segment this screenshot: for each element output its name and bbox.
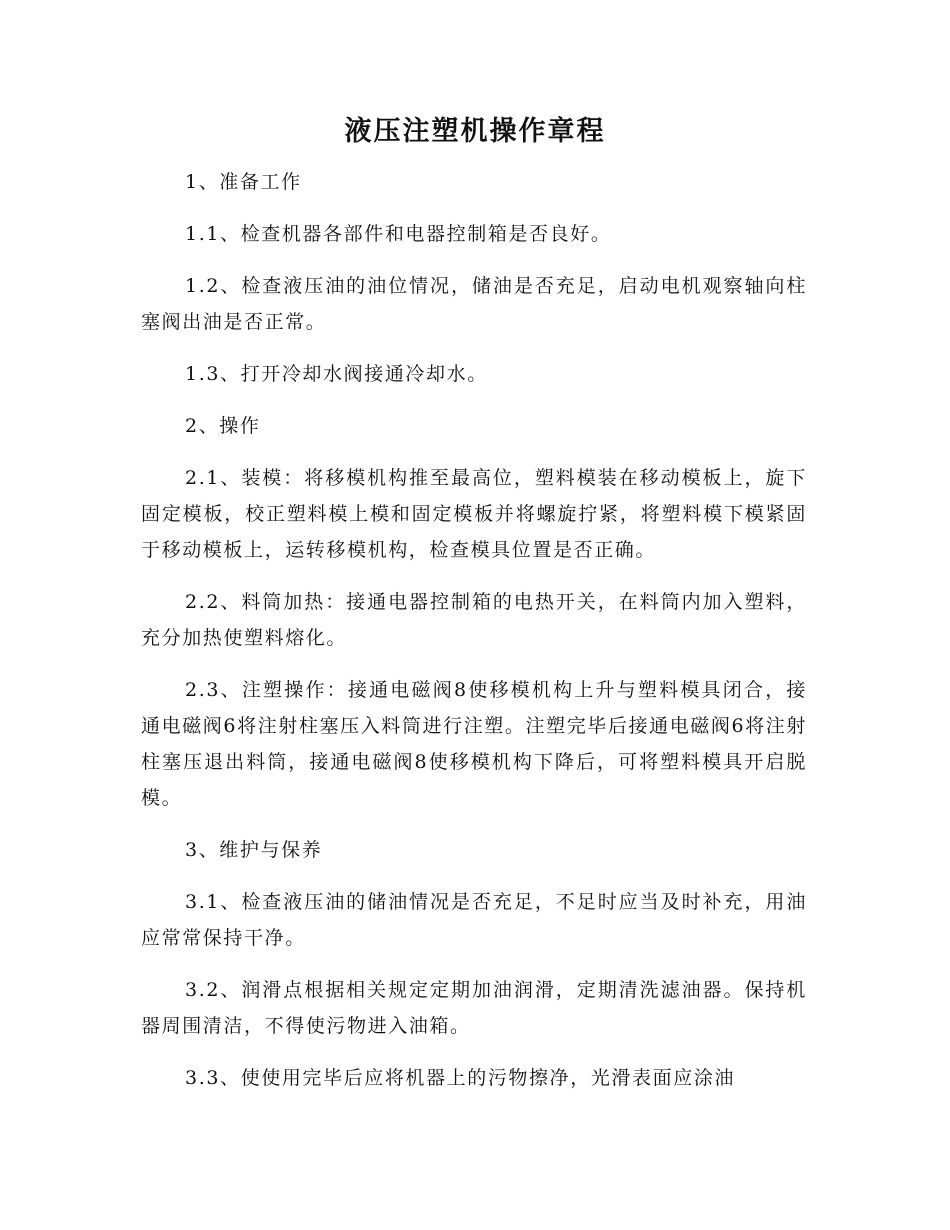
paragraph-1-1: 1.1、检查机器各部件和电器控制箱是否良好。 [185,223,612,245]
paragraph-2-3: 2.3、注塑操作：接通电磁阀8使移模机构上升与塑料模具闭合，接通电磁阀6将注射柱塞压入料筒进行注塑。注塑完毕后接通电磁阀6将注射柱塞压退出料筒，接通电磁阀8使移模机构下降后，可将塑料模具开启脱模。 [141,679,807,809]
document-body [141,164,807,1112]
section-heading-maintenance: 3、维护与保养 [185,839,323,861]
paragraph-1-3: 1.3、打开冷却水阀接通冷却水。 [185,363,488,385]
paragraph-2-2: 2.2、料筒加热：接通电器控制箱的电热开关，在料筒内加入塑料，充分加热使塑料熔化。 [141,591,807,649]
paragraph-2-1: 2.1、装模：将移模机构推至最高位，塑料模装在移动模板上，旋下固定模板，校正塑料模上模和固定模板并将螺旋拧紧，将塑料模下模紧固于移动模板上，运转移模机构，检查模具位置是否正确。 [141,467,807,561]
document-title: 液压注塑机操作章程 [344,116,606,147]
paragraph-3-3: 3.3、使使用完毕后应将机器上的污物擦净，光滑表面应涂油 [185,1067,736,1089]
paragraph-3-2: 3.2、润滑点根据相关规定定期加油润滑，定期清洗滤油器。保持机器周围清洁，不得使污物进入油箱。 [141,979,807,1037]
section-heading-preparation: 1、准备工作 [185,171,302,193]
paragraph-3-1: 3.1、检查液压油的储油情况是否充足，不足时应当及时补充，用油应常常保持干净。 [141,891,807,949]
paragraph-1-2: 1.2、检查液压油的油位情况，储油是否充足，启动电机观察轴向柱塞阀出油是否正常。 [141,275,807,333]
section-heading-operation: 2、操作 [185,415,261,437]
